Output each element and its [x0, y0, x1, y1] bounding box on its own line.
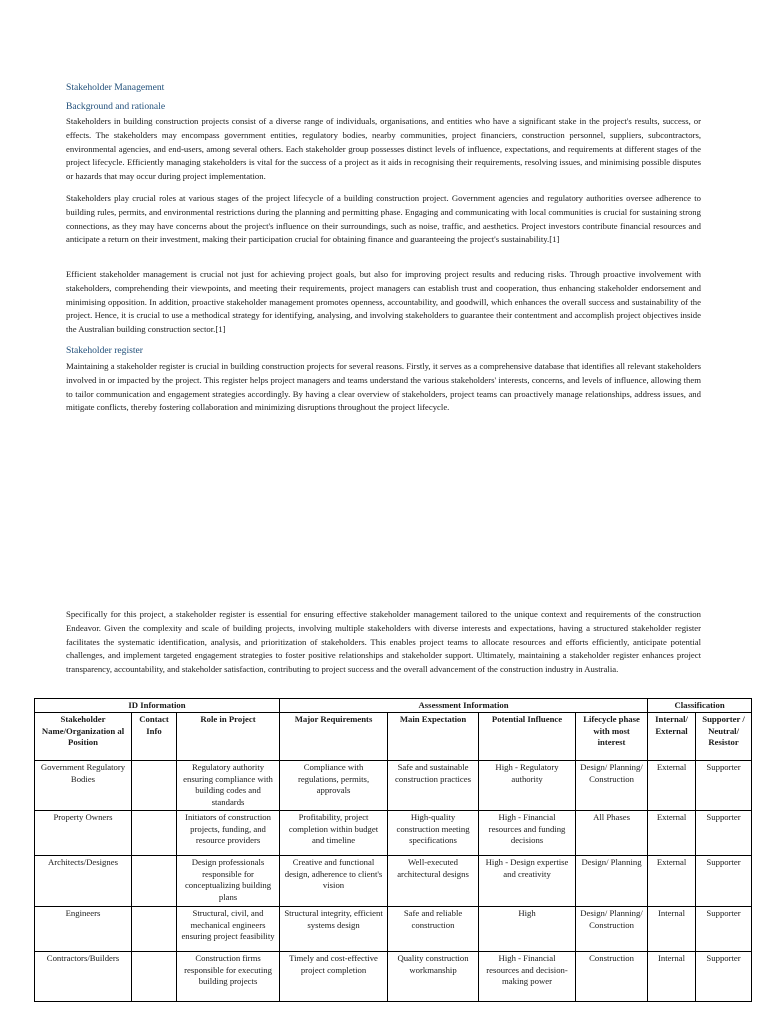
paragraph-5: Specifically for this project, a stakeholder register is essential for ensuring effective stakeholder management tailored to the unique context and requirements of the construction Endeavor. Given the complexity and scale of building projects, involving multiple stakeholders with diverse interests and expectations, having a structured stakeholder register facilitates the systematic identification, analysis, and prioritization of stakeholders. This enables project teams to allocate resources and efforts efficiently, anticipate potential challenges, and implement targeted engagement strategies to foster positive relationships and stakeholder support. Ultimately, maintaining a stakeholder register enhances project transparency, accountability, and stakeholder satisfaction, contributing to project success and the overall advancement of the construction industry in Australia. [66, 609, 701, 675]
group-assessment-information: Assessment Information [280, 699, 648, 713]
cell-expectation: Safe and sustainable construction practices [388, 761, 479, 811]
cell-role: Regulatory authority ensuring compliance with building codes and standards [177, 761, 280, 811]
table-row [35, 811, 752, 856]
cell-role: Initiators of construction projects, funding, and resource providers [177, 811, 280, 856]
cell-supporter: Supporter [696, 907, 752, 952]
header-role: Role in Project [177, 713, 280, 761]
cell-expectation: Quality construction workmanship [388, 952, 479, 1002]
paragraph-2: Stakeholders play crucial roles at various stages of the project lifecycle of a building construction project. Government agencies and regulatory authorities oversee adherence to building rules, permits, and environmental restrictions during the planning and permitting phase. Engaging and communicating with local communities is crucial for sustaining strong connections, as they may have concerns about the project's influence on their surroundings, such as noise, traffic, and aesthetics. Project investors contribute financial resources and anticipate a return on their investment, making their participation crucial for obtaining finance and guaranteeing the project's sustainability.[1] [66, 193, 701, 245]
header-supporter: Supporter / Neutral/ Resistor [696, 713, 752, 761]
cell-requirements: Profitability, project completion within budget and timeline [280, 811, 388, 856]
cell-supporter: Supporter [696, 952, 752, 1002]
header-expectation: Main Expectation [388, 713, 479, 761]
heading-background: Background and rationale [66, 101, 166, 112]
section-title: Stakeholder Management [66, 82, 165, 93]
cell-supporter: Supporter [696, 761, 752, 811]
cell-expectation: High-quality construction meeting specifications [388, 811, 479, 856]
cell-internal-external: Internal [648, 952, 696, 1002]
table-row [35, 952, 752, 1002]
cell-requirements: Structural integrity, efficient systems design [280, 907, 388, 952]
stakeholder-register-table [34, 698, 752, 1002]
cell-name: Engineers [35, 907, 132, 952]
cell-internal-external: External [648, 811, 696, 856]
table-row [35, 856, 752, 907]
table-header-row [35, 713, 752, 761]
cell-internal-external: External [648, 761, 696, 811]
cell-contact [132, 952, 177, 1002]
cell-influence: High - Financial resources and decision-making power [479, 952, 576, 1002]
cell-requirements: Creative and functional design, adherence to client's vision [280, 856, 388, 907]
header-lifecycle: Lifecycle phase with most interest [576, 713, 648, 761]
cell-name: Architects/Designes [35, 856, 132, 907]
cell-expectation: Well-executed architectural designs [388, 856, 479, 907]
cell-contact [132, 761, 177, 811]
cell-requirements: Compliance with regulations, permits, approvals [280, 761, 388, 811]
header-influence: Potential Influence [479, 713, 576, 761]
paragraph-4: Maintaining a stakeholder register is crucial in building construction projects for several reasons. Firstly, it serves as a comprehensive database that identifies all relevant stakeholders involved in or impacted by the project. This register helps project managers and teams understand the various stakeholders' interests, concerns, and levels of influence, allowing them to tailor communication and engagement strategies accordingly. By having a clear overview of stakeholders, project teams can proactively manage relationships, address issues, and mitigate conflicts, thereby fostering collaboration and minimizing disruptions throughout the project lifecycle. [66, 361, 701, 413]
paragraph-1: Stakeholders in building construction projects consist of a diverse range of individuals, organisations, and entities who have a significant stake in the project's results, success, or effects. The stakeholders may encompass government entities, regulatory bodies, nearby communities, project financiers, construction personnel, suppliers, subcontractors, environmental agencies, and end-users, among several others. Each stakeholder group possesses distinct levels of influence, expectations, and requirements at different stages of the project lifecycle. Efficiently managing stakeholders is vital for the success of a project as it aids in recognising their requirements, resolving issues, and minimising possible disputes or hazards that may occur during project implementation. [66, 116, 701, 182]
cell-requirements: Timely and cost-effective project completion [280, 952, 388, 1002]
header-requirements: Major Requirements [280, 713, 388, 761]
cell-lifecycle: Design/ Planning [576, 856, 648, 907]
cell-role: Design professionals responsible for conceptualizing building plans [177, 856, 280, 907]
cell-lifecycle: Design/ Planning/ Construction [576, 907, 648, 952]
cell-contact [132, 811, 177, 856]
cell-expectation: Safe and reliable construction [388, 907, 479, 952]
paragraph-3: Efficient stakeholder management is crucial not just for achieving project goals, but also for improving project results and reducing risks. Through proactive involvement with stakeholders, comprehending their viewpoints, and meeting their requirements, project managers can establish trust and cooperation, thus enhancing stakeholder endorsement and minimising opposition. In addition, proactive stakeholder management promotes openness, accountability, and goodwill, which enhances the overall success and sustainability of the project. Hence, it is crucial to use a methodical strategy for identifying, analysing, and involving stakeholders to guarantee their contentment and accomplish project objectives inside the Australian building construction sector.[1] [66, 269, 701, 335]
table-row [35, 907, 752, 952]
cell-influence: High - Financial resources and funding decisions [479, 811, 576, 856]
group-classification: Classification [648, 699, 752, 713]
cell-lifecycle: Design/ Planning/ Construction [576, 761, 648, 811]
header-contact: Contact Info [132, 713, 177, 761]
cell-internal-external: External [648, 856, 696, 907]
cell-contact [132, 856, 177, 907]
heading-register: Stakeholder register [66, 345, 143, 356]
cell-lifecycle: Construction [576, 952, 648, 1002]
table-group-header-row [35, 699, 752, 713]
header-name: Stakeholder Name/Organization al Position [35, 713, 132, 761]
header-internal-external: Internal/ External [648, 713, 696, 761]
cell-name: Contractors/Builders [35, 952, 132, 1002]
cell-influence: High - Design expertise and creativity [479, 856, 576, 907]
cell-name: Property Owners [35, 811, 132, 856]
cell-role: Construction firms responsible for executing building projects [177, 952, 280, 1002]
cell-internal-external: Internal [648, 907, 696, 952]
group-id-information: ID Information [35, 699, 280, 713]
cell-influence: High [479, 907, 576, 952]
cell-contact [132, 907, 177, 952]
table-row [35, 761, 752, 811]
cell-supporter: Supporter [696, 811, 752, 856]
cell-role: Structural, civil, and mechanical engineers ensuring project feasibility [177, 907, 280, 952]
cell-lifecycle: All Phases [576, 811, 648, 856]
cell-influence: High - Regulatory authority [479, 761, 576, 811]
cell-name: Government Regulatory Bodies [35, 761, 132, 811]
cell-supporter: Supporter [696, 856, 752, 907]
